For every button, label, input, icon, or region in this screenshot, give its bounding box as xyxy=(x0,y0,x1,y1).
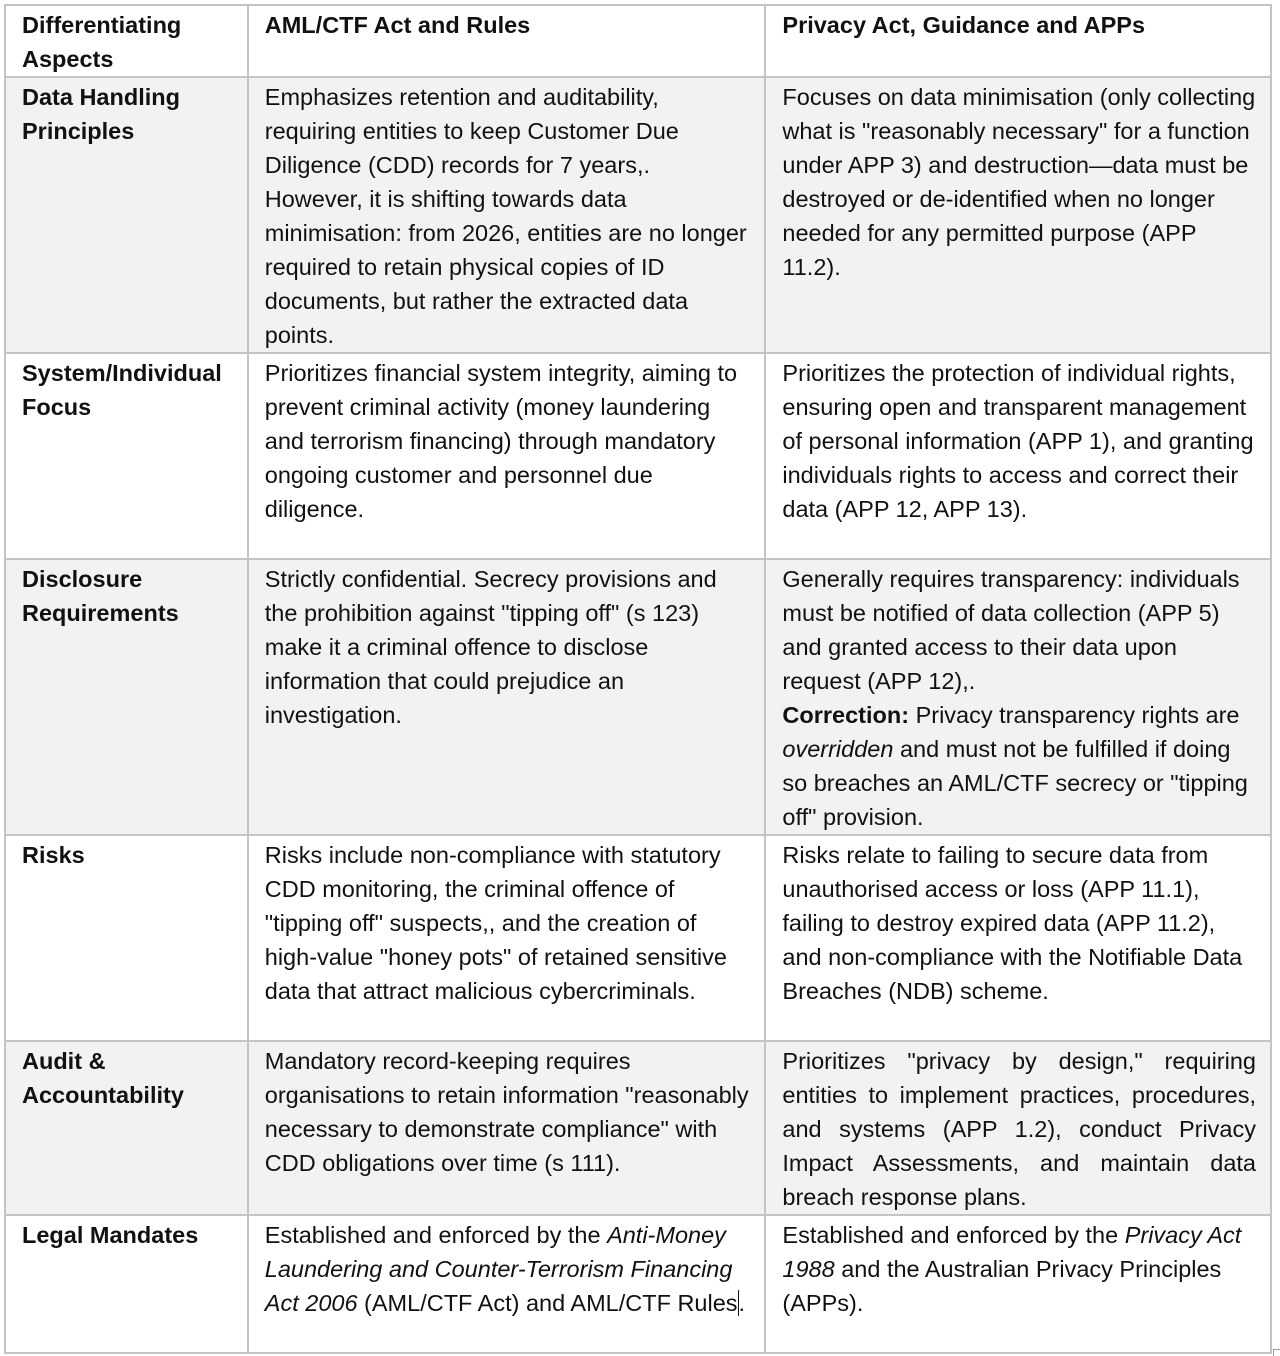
row-privacy-cell[interactable] xyxy=(765,1215,1271,1353)
row-aspect-cell[interactable]: Disclosure Requirements xyxy=(5,559,248,835)
page-corner-mark xyxy=(1273,1349,1280,1356)
table-header-row xyxy=(5,5,1271,77)
legal-privacy-act-title: Privacy Act 1988 xyxy=(782,1222,1242,1282)
correction-label: Correction: xyxy=(782,702,910,728)
correction-paragraph xyxy=(782,698,1256,834)
row-aml-cell[interactable] xyxy=(248,1215,766,1353)
table-row xyxy=(5,1215,1271,1353)
legal-aml-act-title: Anti-Money Laundering and Counter-Terrorism Financing Act 2006 xyxy=(264,1222,733,1316)
table-row xyxy=(5,1041,1271,1215)
table-row xyxy=(5,835,1271,1041)
row-privacy-cell[interactable]: Risks relate to failing to secure data from unauthorised access or loss (APP 11.1), failing to destroy expired data (APP 11.2), and non-compliance with the Notifiable Data Breaches (NDB) scheme. xyxy=(765,835,1271,1041)
table-row xyxy=(5,77,1271,353)
comparison-table xyxy=(4,4,1272,1354)
row-aspect-cell[interactable]: Legal Mandates xyxy=(5,1215,248,1353)
row-aspect-cell[interactable]: Risks xyxy=(5,835,248,1041)
row-aspect-cell[interactable]: Data Handling Principles xyxy=(5,77,248,353)
privacy-paragraph: Generally requires transparency: individuals must be notified of data collection (APP 5) and granted access to their data upon request (APP 12),. xyxy=(782,566,1240,694)
table-row xyxy=(5,353,1271,559)
header-privacy[interactable]: Privacy Act, Guidance and APPs xyxy=(765,5,1271,77)
row-aml-cell[interactable]: Mandatory record-keeping requires organisations to retain information "reasonably necessary to demonstrate compliance" with CDD obligations over time (s 111). xyxy=(248,1041,766,1215)
legal-privacy-text: Established and enforced by the xyxy=(782,1222,1125,1248)
row-aspect-cell[interactable]: System/Individual Focus xyxy=(5,353,248,559)
comparison-table-container xyxy=(4,4,1272,1354)
row-aml-cell[interactable]: Emphasizes retention and auditability, requiring entities to keep Customer Due Diligence (CDD) records for 7 years,. However, it is shifting towards data minimisation: from 2026, entities are no longer required to retain physical copies of ID documents, but rather the extracted data points. xyxy=(248,77,766,353)
header-differentiating-aspects[interactable]: Differentiating Aspects xyxy=(5,5,248,77)
correction-text-end: and must not be fulfilled if doing so breaches an AML/CTF secrecy or "tipping off" provision. xyxy=(782,736,1248,830)
legal-privacy-text-end: and the Australian Privacy Principles (APPs). xyxy=(782,1256,1222,1316)
row-aml-cell[interactable]: Prioritizes financial system integrity, aiming to prevent criminal activity (money laundering and terrorism financing) through mandatory ongoing customer and personnel due diligence. xyxy=(248,353,766,559)
legal-aml-text: Established and enforced by the xyxy=(264,1222,608,1248)
legal-aml-text-end: (AML/CTF Act) and AML/CTF Rules xyxy=(357,1290,738,1316)
header-aml-ctf[interactable]: AML/CTF Act and Rules xyxy=(248,5,766,77)
row-aspect-cell[interactable]: Audit & Accountability xyxy=(5,1041,248,1215)
row-aml-cell[interactable]: Risks include non-compliance with statutory CDD monitoring, the criminal offence of "tipping off" suspects,, and the creation of high-value "honey pots" of retained sensitive data that attract malicious cybercriminals. xyxy=(248,835,766,1041)
row-aml-cell[interactable]: Strictly confidential. Secrecy provisions and the prohibition against "tipping off" (s 123) make it a criminal offence to disclose information that could prejudice an investigation. xyxy=(248,559,766,835)
row-privacy-cell[interactable]: Prioritizes "privacy by design," requiring entities to implement practices, procedures, and systems (APP 1.2), conduct Privacy Impact Assessments, and maintain data breach response plans. xyxy=(765,1041,1271,1215)
row-privacy-cell[interactable] xyxy=(765,559,1271,835)
legal-aml-period: . xyxy=(738,1290,746,1316)
correction-text: Privacy transparency rights are xyxy=(909,702,1240,728)
correction-emphasis: overridden xyxy=(782,736,894,762)
row-privacy-cell[interactable]: Focuses on data minimisation (only collecting what is "reasonably necessary" for a function under APP 3) and destruction—data must be destroyed or de-identified when no longer needed for any permitted purpose (APP 11.2). xyxy=(765,77,1271,353)
row-privacy-cell[interactable]: Prioritizes the protection of individual rights, ensuring open and transparent management of personal information (APP 1), and granting individuals rights to access and correct their data (APP 12, APP 13). xyxy=(765,353,1271,559)
table-row xyxy=(5,559,1271,835)
